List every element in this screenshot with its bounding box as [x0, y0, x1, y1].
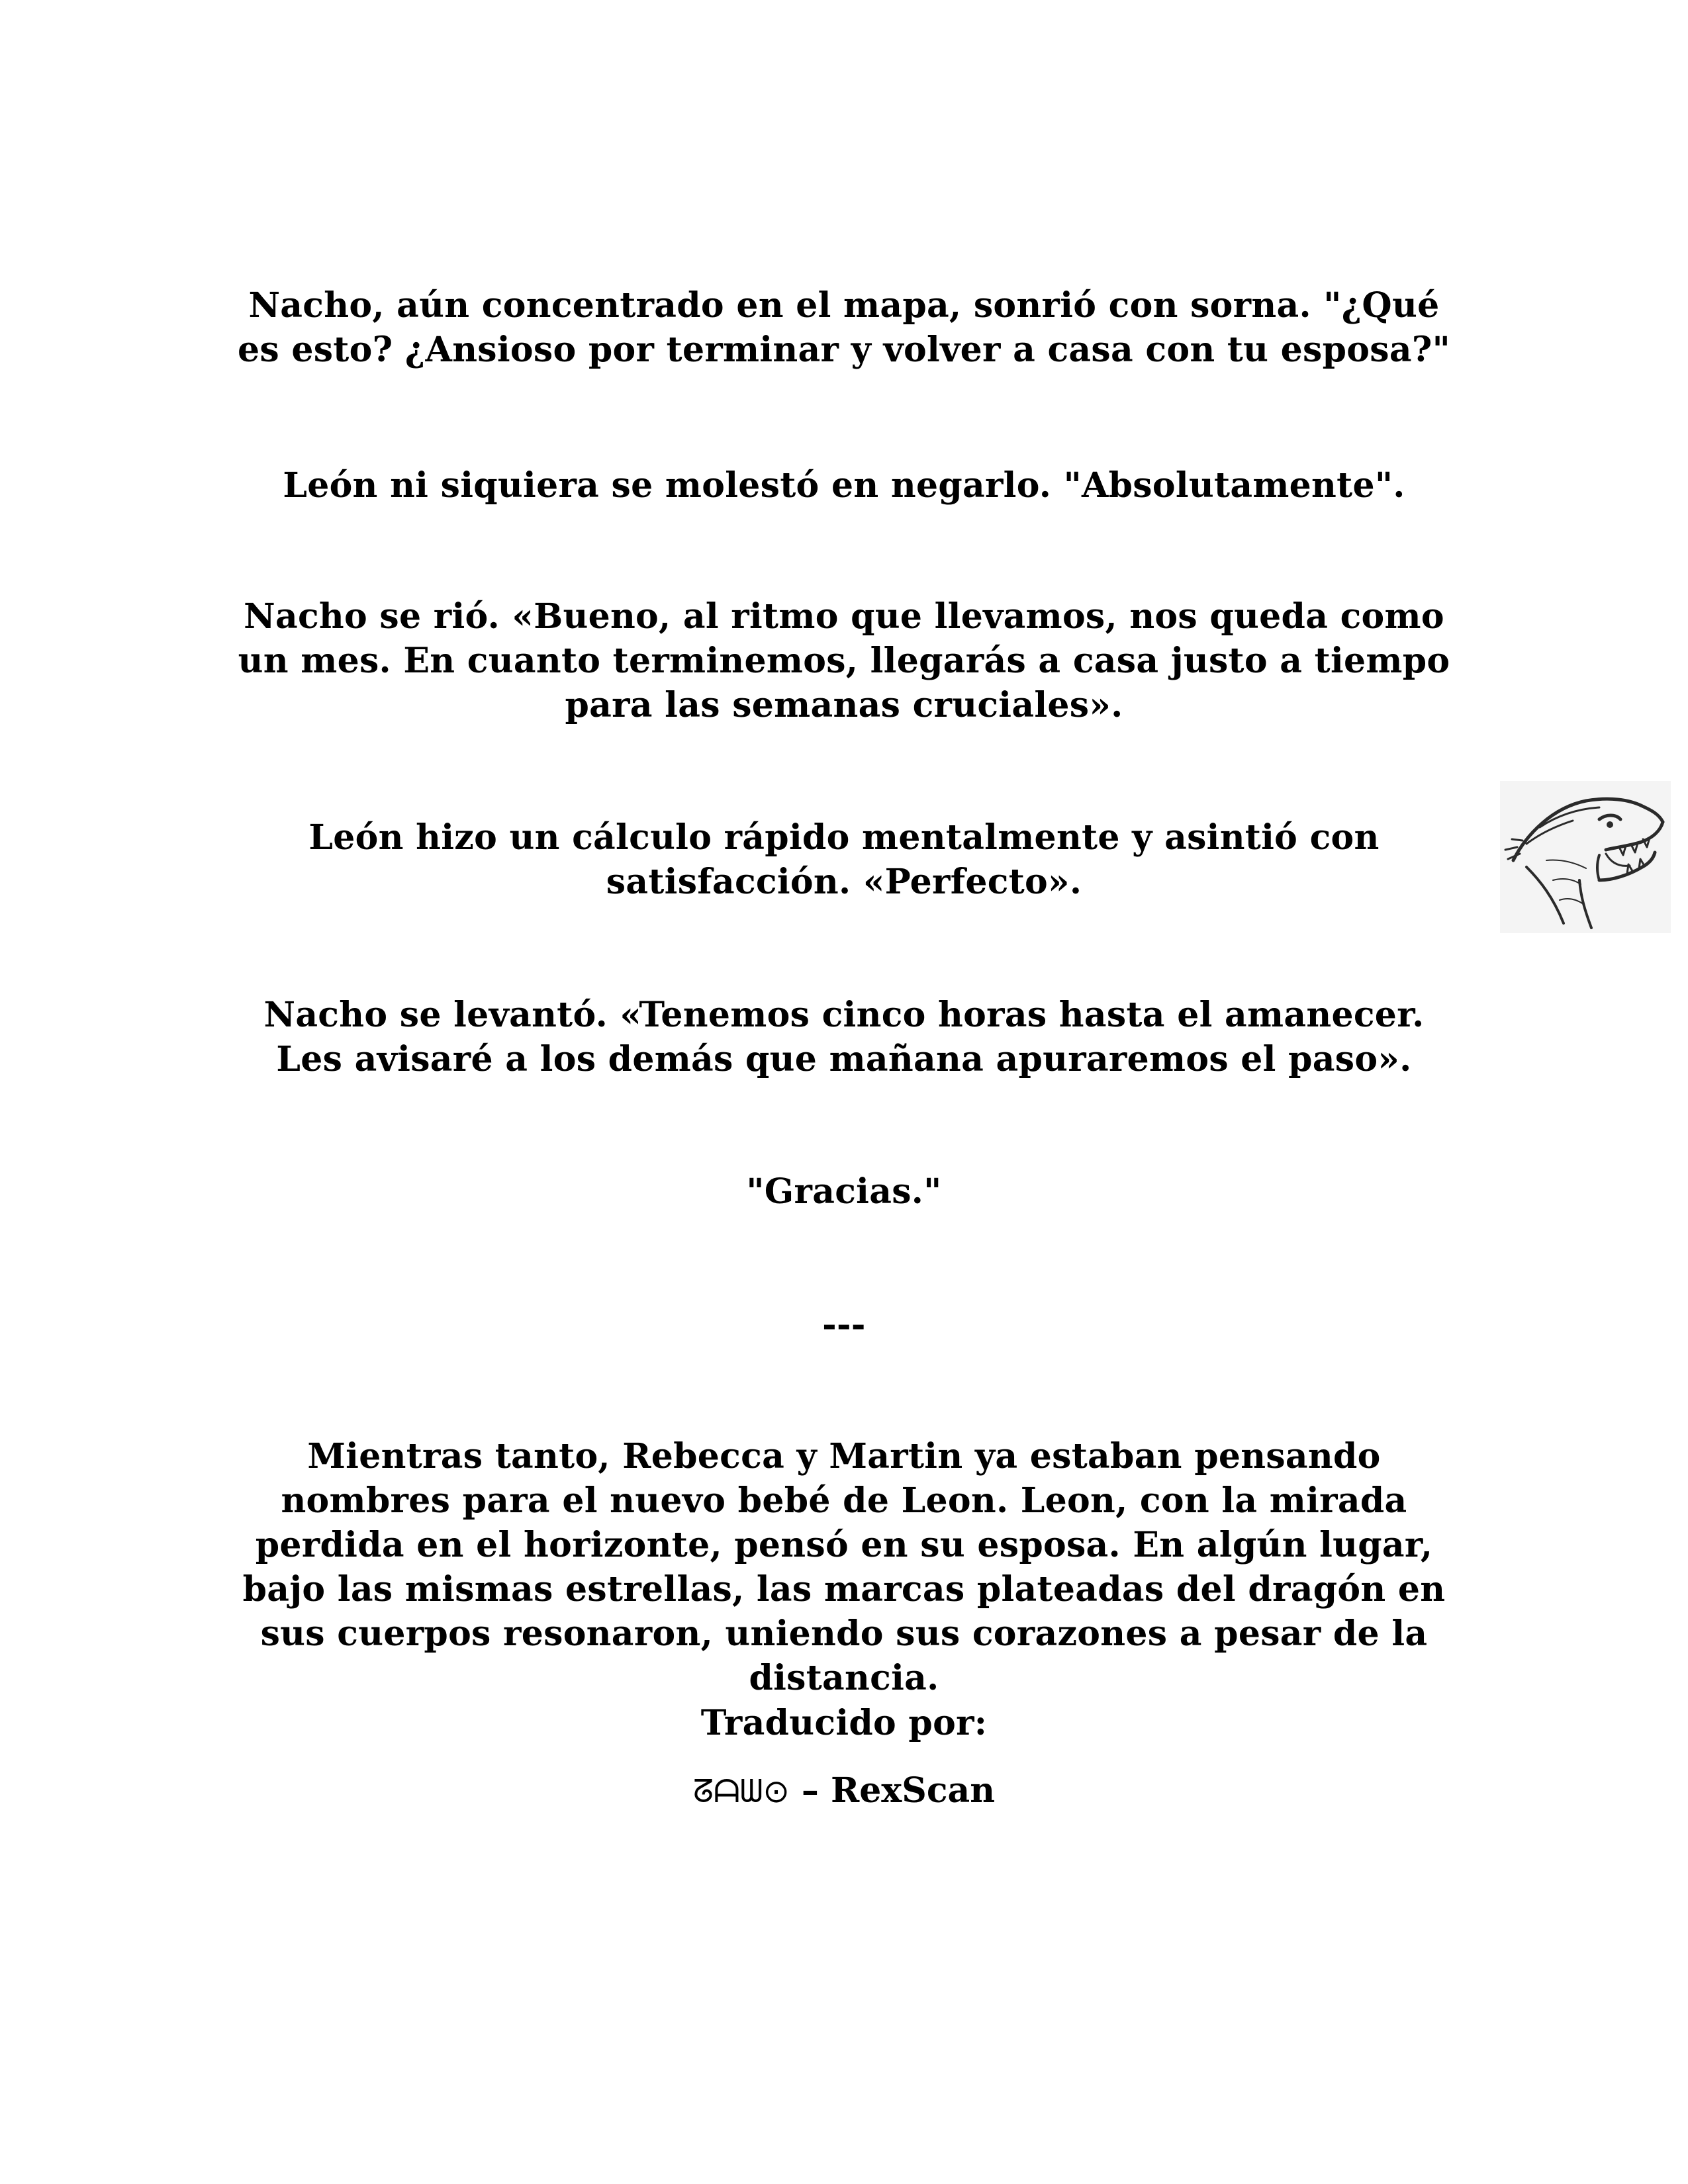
- credit-separator: –: [789, 1770, 831, 1811]
- section-separator: ---: [822, 1304, 866, 1345]
- paragraph-7: Mientras tanto, Rebecca y Martin ya estaban pensando nombres para el nuevo bebé de Leon. Leon, con la mirada perdida en el horizonte, pensó en su esposa. En algún lugar, bajo las mismas estrellas, las marcas plateadas del dragón en sus cuerpos resonaron, uniendo sus corazones a pesar de la distancia.: [242, 1436, 1446, 1698]
- paragraph-3: Nacho se rió. «Bueno, al ritmo que llevamos, nos queda como un mes. En cuanto terminemos, llegarás a casa justo a tiempo para las semanas cruciales».: [238, 596, 1450, 725]
- dinosaur-head-sketch-icon: [1500, 781, 1671, 933]
- paragraph-1: Nacho, aún concentrado en el mapa, sonrió con sorna. "¿Qué es esto? ¿Ansioso por terminar y volver a casa con tu esposa?": [237, 285, 1451, 370]
- paragraph-6: "Gracias.": [746, 1171, 942, 1212]
- paragraph-5: Nacho se levantó. «Tenemos cinco horas hasta el amanecer. Les avisaré a los demás que mañana apuraremos el paso».: [263, 995, 1425, 1079]
- translated-by-label: Traducido por:: [700, 1703, 988, 1743]
- scan-group-name: RexScan: [830, 1770, 995, 1811]
- paragraph-4: León hizo un cálculo rápido mentalmente y asintió con satisfacción. «Perfecto».: [308, 817, 1380, 902]
- translator-credit: [225, 1768, 1463, 1814]
- paragraph-2: León ni siquiera se molestó en negarlo. "Absolutamente".: [283, 465, 1405, 506]
- translator-name: ᘔᗩᗯ⊙: [692, 1773, 790, 1810]
